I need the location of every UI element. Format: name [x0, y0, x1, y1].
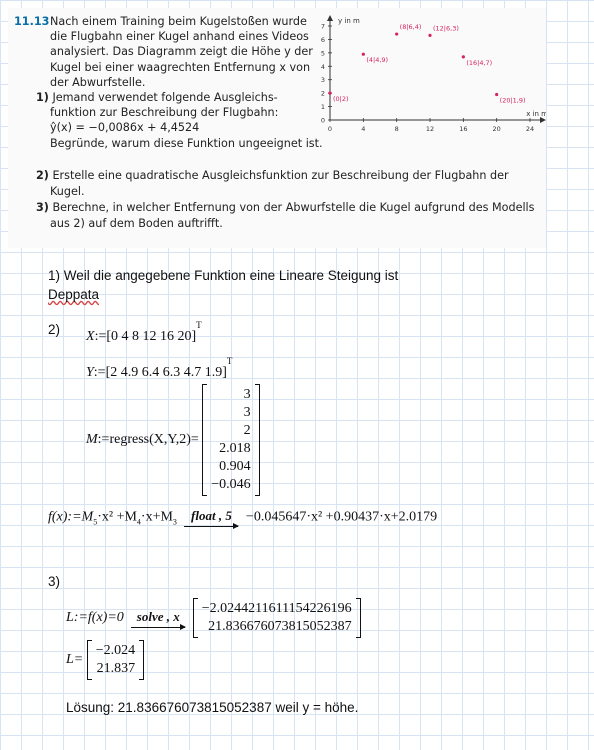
index: 3 [172, 517, 177, 527]
y-vector: :=[2 4.9 6.4 6.3 4.7 1.9] [93, 365, 227, 380]
data-point-label: (0|2) [333, 95, 349, 104]
l-lhs: L:=f(x)=0 [66, 610, 124, 626]
x-axis-label: x in m [526, 110, 546, 118]
task-text [14, 14, 323, 151]
q1-line: funktion zur Beschreibung der Flugbahn: [50, 106, 279, 120]
data-point-label: (12|6,3) [433, 24, 459, 33]
q3-line: aus 2) auf dem Boden auftrifft. [50, 217, 223, 230]
arrow-icon [184, 526, 238, 527]
l-eval [66, 640, 144, 680]
task-box [8, 8, 546, 248]
data-point [462, 55, 465, 58]
intro-line: Nach einem Training beim Kugelstoßen wurde [50, 15, 307, 28]
data-point [495, 93, 498, 96]
intro-line: analysiert. Das Diagramm zeigt die Höhe y der [50, 45, 313, 59]
x-tick-label: 0 [327, 125, 333, 133]
answer-2-label: 2) [48, 322, 61, 337]
x-tick-label: 4 [361, 125, 366, 133]
y-tick-label: 7 [320, 22, 325, 31]
intro-line: der Abwurfstelle. [50, 75, 146, 89]
q2-line: Kugel. [50, 185, 85, 198]
x-tick-label: 16 [459, 125, 468, 133]
l-solution-matrix [193, 598, 361, 638]
arrow-icon [131, 627, 185, 628]
f-term: ·x² +M [97, 509, 137, 525]
task-number: 11.13 [14, 15, 50, 28]
l-value-matrix [87, 640, 144, 680]
data-point-label: (8|6,4) [399, 23, 422, 32]
matrix-entry: 2.018 [219, 441, 251, 456]
answer-1-word [48, 287, 99, 302]
y-tick-label: 0 [320, 116, 325, 125]
x-tick-label: 8 [394, 125, 399, 133]
f-term: ·x+M [140, 509, 173, 525]
q2-line: Erstelle eine quadratische Ausgleichsfunktion zur Beschreibung der Flugbahn der [52, 169, 509, 182]
chart-svg [314, 14, 546, 142]
directive: float , 5 [191, 508, 232, 523]
matrix-entry: 0.904 [219, 459, 251, 474]
answer-3-label: 3) [48, 574, 61, 589]
q1-line: Begründe, warum diese Funktion ungeeignet ist. [50, 136, 323, 150]
f-result: −0.045647·x² +0.90437·x+2.0179 [245, 509, 438, 525]
y-axis-label: y in m [338, 17, 360, 25]
m-definition [86, 384, 260, 496]
y-tick-label: 2 [320, 89, 325, 98]
matrix-entry: 21.836676073815052387 [208, 619, 352, 634]
transpose-mark: T [196, 320, 202, 330]
y-name: Y [86, 365, 94, 380]
misspelled-word: Deppata [48, 287, 100, 302]
y-tick-label: 6 [320, 35, 325, 44]
y-tick-label: 4 [320, 62, 325, 71]
y-tick-label: 1 [320, 103, 325, 112]
intro-line: Kugel bei einer waagrechten Entfernung x von [50, 60, 311, 74]
m-result-matrix [202, 384, 259, 496]
l-eval-lhs: L= [66, 652, 84, 668]
matrix-entry: 3 [243, 405, 251, 420]
x-tick-label: 12 [425, 125, 435, 133]
data-point [428, 34, 431, 37]
x-tick-label: 20 [492, 125, 501, 133]
m-regress: :=regress [97, 432, 150, 447]
answer-1-line: 1) Weil die angegebene Funktion eine Lineare Steigung ist [48, 268, 399, 283]
index: 4 [136, 517, 141, 527]
matrix-entry: 2 [243, 423, 251, 438]
loesung-line: Lösung: 21.836676073815052387 weil y = höhe. [66, 700, 359, 715]
y-definition [86, 356, 232, 381]
q3-line: Berechne, in welcher Entfernung von der Abwurfstelle die Kugel aufgrund des Modells [52, 201, 535, 214]
f-definition [48, 508, 437, 527]
matrix-entry: −0.046 [211, 477, 251, 492]
matrix-entry: −2.0244211611154226196 [201, 601, 352, 616]
x-name: X [86, 329, 95, 344]
data-point-label: (16|4,7) [466, 58, 493, 67]
f-lhs: f(x):=M [48, 509, 94, 525]
q3-number: 3) [36, 201, 49, 214]
transpose-mark: T [226, 356, 233, 366]
q2-number: 2) [36, 169, 49, 182]
data-point [395, 32, 398, 35]
y-axis-arrow-icon [327, 15, 333, 21]
symbolic-arrow [131, 609, 185, 628]
data-point-label: (4|4,9) [366, 56, 389, 65]
x-vector: :=[0 4 8 12 16 20] [94, 329, 197, 344]
x-definition [86, 320, 202, 345]
m-name: M [86, 432, 98, 447]
directive: solve , x [136, 608, 180, 624]
q1-line: Jemand verwendet folgende Ausgleichs- [52, 91, 278, 105]
intro-line: die Flugbahn einer Kugel anhand eines Videos [50, 30, 309, 44]
symbolic-arrow [184, 508, 238, 527]
l-solve [66, 598, 361, 638]
m-args: (X,Y,2)= [149, 432, 199, 447]
q1-number: 1) [36, 91, 49, 105]
x-tick-label: 24 [525, 125, 535, 133]
matrix-entry: 3 [243, 387, 251, 402]
data-point-label: (20|1,9) [499, 96, 526, 105]
flight-path-chart [314, 14, 546, 142]
index: 5 [93, 517, 98, 527]
matrix-entry: 21.837 [96, 661, 136, 676]
y-tick-label: 3 [320, 76, 325, 85]
data-point [362, 53, 365, 56]
task-q2-q3 [14, 168, 544, 232]
y-tick-label: 5 [320, 49, 325, 58]
q1-formula: ŷ(x) = −0,0086x + 4,4524 [50, 121, 200, 135]
data-point [328, 92, 331, 95]
matrix-entry: −2.024 [95, 643, 136, 658]
